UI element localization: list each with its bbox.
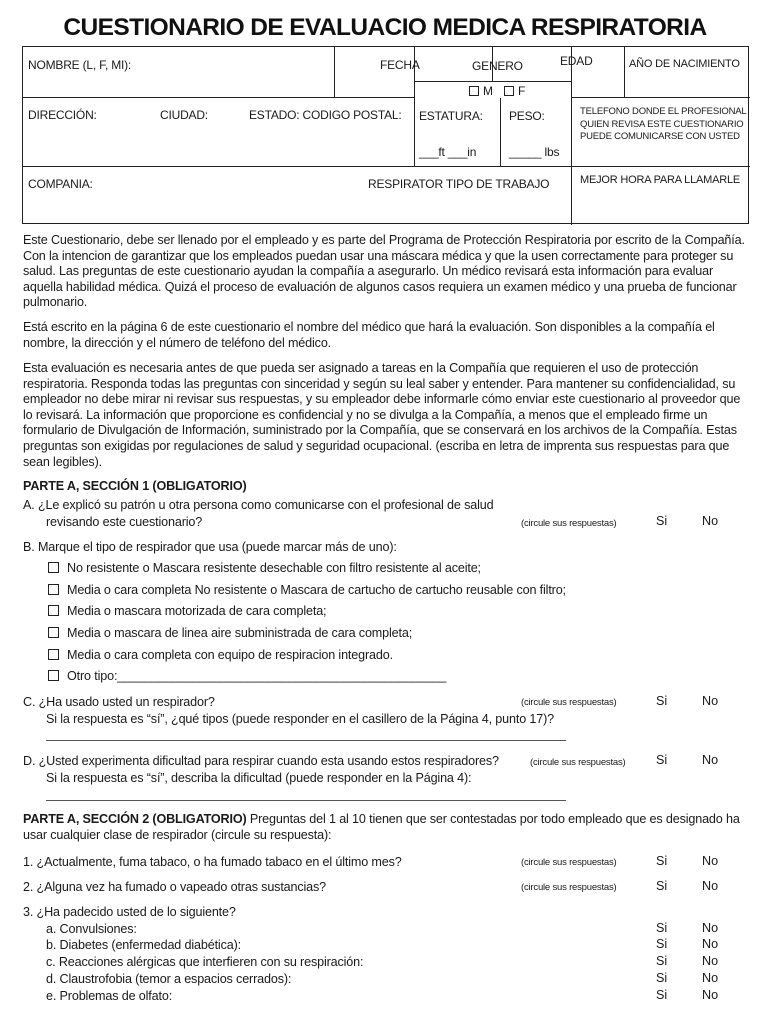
respirator-tipo-label: RESPIRATOR TIPO DE TRABAJO bbox=[368, 177, 550, 191]
ano-nacimiento-label: AÑO DE NACIMIENTO bbox=[629, 58, 740, 70]
estatura-label: ESTATURA: bbox=[419, 109, 483, 123]
answer-no[interactable]: No bbox=[702, 954, 719, 968]
genero-m-option[interactable]: M bbox=[469, 84, 493, 98]
answer-line[interactable] bbox=[46, 800, 566, 801]
answer-si[interactable]: Si bbox=[656, 753, 668, 767]
telefono-label: TELEFONO DONDE EL PROFESIONAL QUIEN REVISA ESTE CUESTIONARIO PUEDE COMUNICARSE CON USTED bbox=[580, 106, 747, 142]
respirator-option-2[interactable]: Media o cara completa No resistente o Mascara de cartucho de cartucho reusable con filtro; bbox=[48, 583, 566, 597]
respirator-option-1[interactable]: No resistente o Mascara resistente desechable con filtro resistente al aceite; bbox=[48, 561, 481, 575]
respirator-option-3[interactable]: Media o mascara motorizada de cara completa; bbox=[48, 604, 326, 618]
genero-label: GENERO bbox=[472, 59, 523, 73]
compania-label: COMPANIA: bbox=[28, 177, 93, 191]
answer-si[interactable]: Si bbox=[656, 694, 668, 708]
checkbox[interactable] bbox=[48, 562, 59, 573]
respirator-option-otro[interactable]: Otro tipo:________________________________________________ bbox=[48, 669, 446, 683]
question-b-text: B. Marque el tipo de respirador que usa (puede marcar más de uno): bbox=[23, 540, 397, 554]
checkbox[interactable] bbox=[48, 584, 59, 595]
condition-item: b. Diabetes (enfermedad diabética): bbox=[46, 938, 241, 952]
intro-paragraph-1: Este Cuestionario, debe ser llenado por el empleado y es parte del Programa de Protección Respiratoria por escrito de la Compañía. Con la intencion de garantizar que los empleados puedan usar una máscara médica y que la usen correctamente para proteger su salud. Las preguntas de este cuestionario ayudan la compañía a asegurarlo. Un médico revisará esta información para evaluar aquella habilidad médica. Quizá el proceso de evaluación de algunos casos requiera un examen médico y una prueba de funcionar pulmonario. bbox=[23, 233, 745, 310]
circle-hint: (circule sus respuestas) bbox=[521, 518, 617, 529]
answer-si[interactable]: Si bbox=[656, 854, 668, 868]
section2-heading: PARTE A, SECCIÓN 2 (OBLIGATORIO) Preguntas del 1 al 10 tienen que ser contestadas por todo empleado que es designado ha usar cualquier clase de respirador (circule su respuesta): bbox=[23, 812, 740, 842]
direccion-label: DIRECCIÓN: bbox=[28, 108, 97, 122]
condition-item: a. Convulsiones: bbox=[46, 922, 137, 936]
circle-hint: (circule sus respuestas) bbox=[530, 757, 626, 768]
estatura-units: ___ft ___in bbox=[419, 145, 477, 159]
form-title: CUESTIONARIO DE EVALUACIO MEDICA RESPIRATORIA bbox=[63, 14, 707, 41]
question-c-text: C. ¿Ha usado usted un respirador? bbox=[23, 695, 215, 709]
answer-si[interactable]: Si bbox=[656, 954, 668, 968]
answer-si[interactable]: Si bbox=[656, 879, 668, 893]
fecha-label: FECHA bbox=[380, 58, 420, 72]
estado-cp-label: ESTADO: CODIGO POSTAL: bbox=[249, 108, 402, 122]
answer-no[interactable]: No bbox=[702, 514, 719, 528]
condition-item: e. Problemas de olfato: bbox=[46, 989, 173, 1003]
checkbox[interactable] bbox=[48, 627, 59, 638]
genero-f-option[interactable]: F bbox=[504, 84, 525, 98]
question-c-text-2: Si la respuesta es “sí”, ¿qué tipos (puede responder en el casillero de la Página 4, punto 17)? bbox=[46, 712, 555, 726]
answer-si[interactable]: Si bbox=[656, 937, 668, 951]
peso-label: PESO: bbox=[509, 109, 545, 123]
genero-f-checkbox[interactable] bbox=[504, 86, 514, 96]
circle-hint: (circule sus respuestas) bbox=[521, 697, 617, 708]
condition-item: c. Reacciones alérgicas que interfieren con su respiración: bbox=[46, 955, 364, 969]
intro-paragraph-2: Está escrito en la página 6 de este cuestionario el nombre del médico que hará la evaluación. Son disponibles a la compañía el nombre, la dirección y el número de teléfono del médico. bbox=[23, 320, 715, 350]
answer-line[interactable] bbox=[46, 740, 566, 741]
header-info-grid bbox=[22, 46, 749, 224]
respirator-option-4[interactable]: Media o mascara de linea aire subministrada de cara completa; bbox=[48, 626, 412, 640]
answer-si[interactable]: Si bbox=[656, 971, 668, 985]
respirator-option-5[interactable]: Media o cara completa con equipo de respiracion integrado. bbox=[48, 648, 393, 662]
answer-no[interactable]: No bbox=[702, 753, 719, 767]
question-d-text: D. ¿Usted experimenta dificultad para respirar cuando esta usando estos respiradores? bbox=[23, 754, 499, 768]
answer-no[interactable]: No bbox=[702, 988, 719, 1002]
mejor-hora-label: MEJOR HORA PARA LLAMARLE bbox=[580, 174, 741, 186]
answer-no[interactable]: No bbox=[702, 937, 719, 951]
answer-no[interactable]: No bbox=[702, 879, 719, 893]
question-1-text: 1. ¿Actualmente, fuma tabaco, o ha fumado tabaco en el último mes? bbox=[23, 855, 402, 869]
checkbox[interactable] bbox=[48, 649, 59, 660]
answer-no[interactable]: No bbox=[702, 921, 719, 935]
section1-heading: PARTE A, SECCIÓN 1 (OBLIGATORIO) bbox=[23, 479, 247, 493]
answer-si[interactable]: Si bbox=[656, 921, 668, 935]
intro-paragraph-3: Esta evaluación es necesaria antes de que pueda ser asignado a tareas en la Compañía que requieren el uso de protección respiratoria. Responda todas las preguntas con sinceridad y según su leal saber y entender. Para mantener su confidencialidad, su empleador no debe mirar ni revisar sus respuestas, y su empleador debe informarle cómo enviar este cuestionario al proveedor que lo revisará. La información que proporcione es confidencial y no se divulga a la Compañía, a menos que el empleado firme un formulario de Divulgación de Información, suministrado por la Compañía, que se conservará en los archivos de la Compañía. Estas preguntas son exigidas por regulaciones de salud y seguridad ocupacional. (escriba en letra de imprenta sus respuestas para que sean legibles). bbox=[23, 361, 741, 469]
peso-units: _____ lbs bbox=[509, 145, 560, 159]
answer-si[interactable]: Si bbox=[656, 988, 668, 1002]
answer-si[interactable]: Si bbox=[656, 514, 668, 528]
circle-hint: (circule sus respuestas) bbox=[521, 857, 617, 868]
question-3-text: 3. ¿Ha padecido usted de lo siguiente? bbox=[23, 905, 236, 919]
answer-no[interactable]: No bbox=[702, 694, 719, 708]
ciudad-label: CIUDAD: bbox=[160, 108, 208, 122]
nombre-label: NOMBRE (L, F, MI): bbox=[28, 58, 132, 72]
circle-hint: (circule sus respuestas) bbox=[521, 882, 617, 893]
question-a-text: A. ¿Le explicó su patrón u otra persona como comunicarse con el profesional de salud bbox=[23, 498, 494, 512]
question-d-text-2: Si la respuesta es “sí”, describa la dificultad (puede responder en la Página 4): bbox=[46, 771, 472, 785]
question-a-text-2: revisando este cuestionario? bbox=[46, 515, 203, 529]
condition-item: d. Claustrofobia (temor a espacios cerrados): bbox=[46, 972, 292, 986]
checkbox[interactable] bbox=[48, 670, 59, 681]
answer-no[interactable]: No bbox=[702, 854, 719, 868]
answer-no[interactable]: No bbox=[702, 971, 719, 985]
question-2-text: 2. ¿Alguna vez ha fumado o vapeado otras sustancias? bbox=[23, 880, 327, 894]
genero-m-checkbox[interactable] bbox=[469, 86, 479, 96]
checkbox[interactable] bbox=[48, 605, 59, 616]
edad-label: EDAD bbox=[560, 54, 593, 68]
